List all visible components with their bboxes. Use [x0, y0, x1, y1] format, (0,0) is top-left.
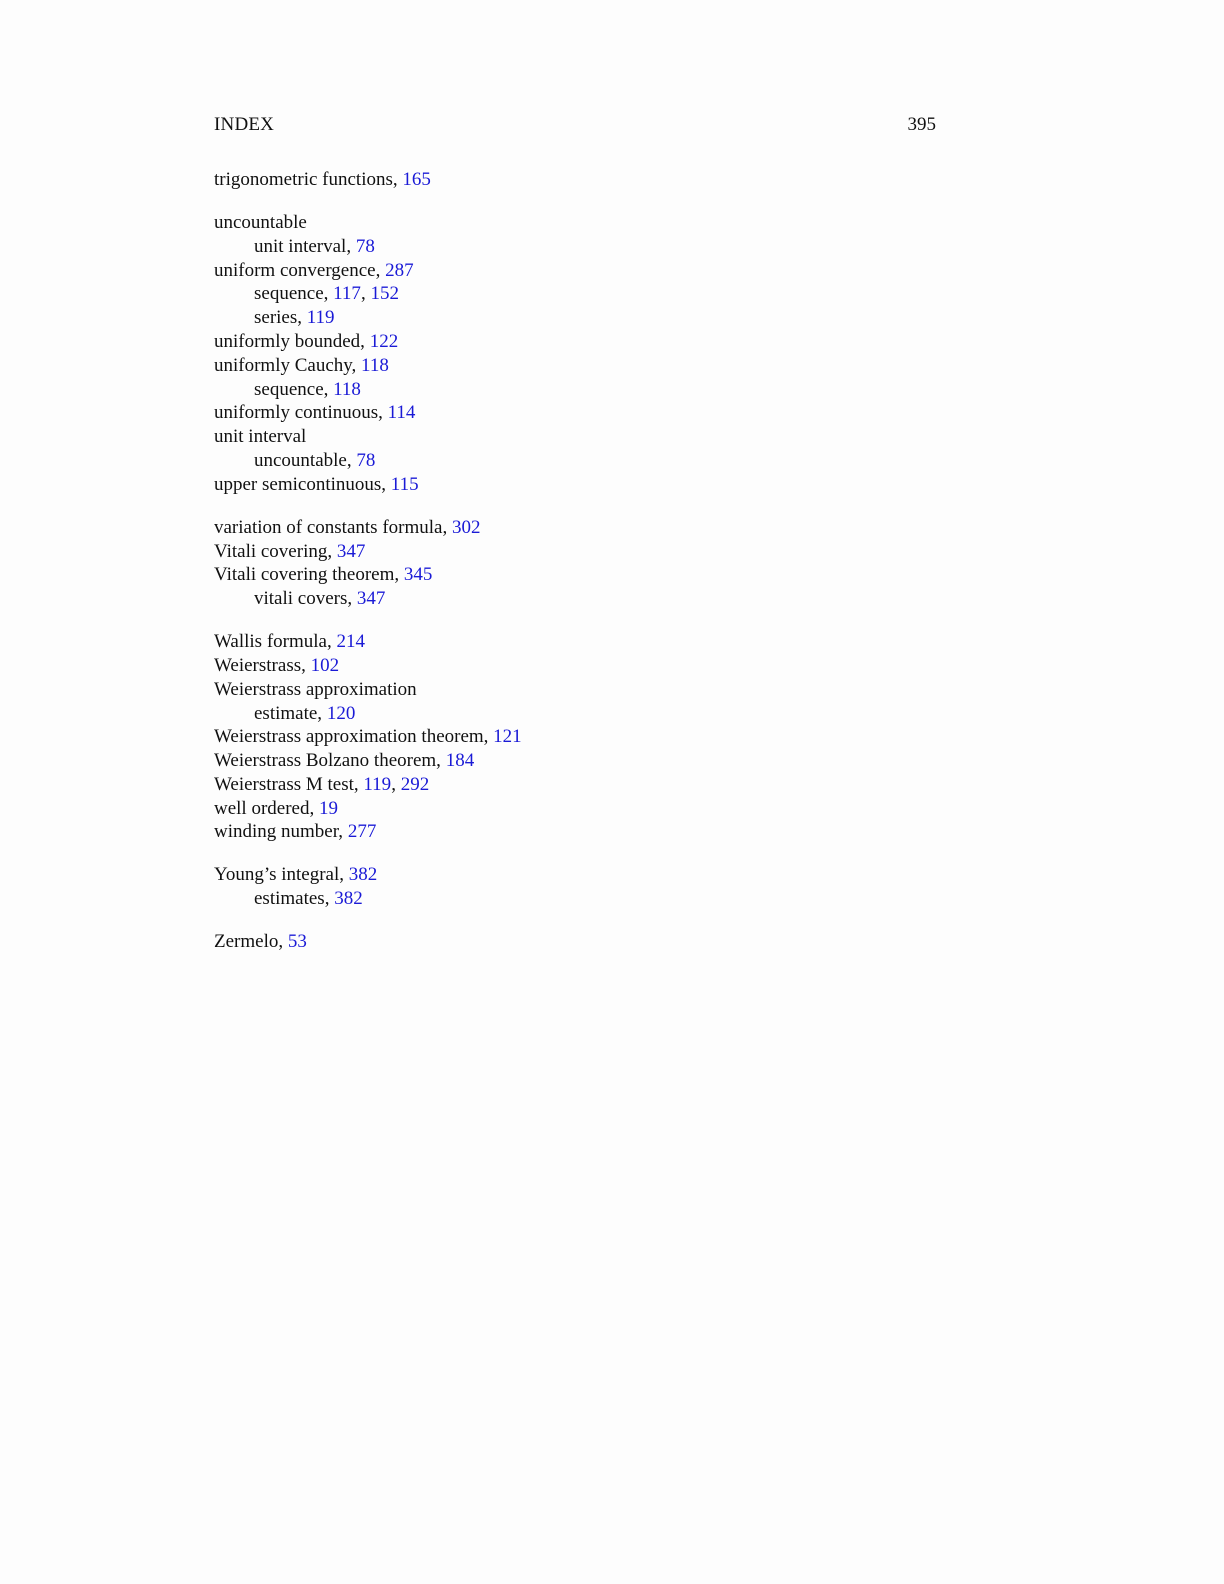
index-entry — [214, 516, 974, 540]
index-letter-group — [214, 516, 974, 611]
index-entry — [214, 725, 974, 749]
index-term: Wallis formula, — [214, 631, 337, 653]
page-reference-link[interactable]: 78 — [355, 235, 375, 257]
index-entry — [214, 401, 974, 425]
index-subentry — [214, 449, 974, 473]
page-reference-link[interactable]: 382 — [334, 888, 363, 910]
index-term: unit interval, — [254, 235, 356, 257]
index-subentry — [214, 702, 974, 726]
page-number: 395 — [907, 114, 936, 135]
index-entry — [214, 863, 974, 887]
index-letter-group — [214, 168, 974, 192]
index-term: variation of constants formula, — [214, 516, 452, 538]
page-reference-link[interactable]: 117 — [333, 283, 361, 305]
index-term: uniformly Cauchy, — [214, 354, 362, 376]
index-term: trigonometric functions, — [214, 169, 403, 190]
index-term: Young’s integral, — [214, 864, 349, 886]
index-entry — [214, 211, 974, 235]
index-term: estimates, — [254, 888, 335, 910]
page-reference-link[interactable]: 382 — [348, 864, 378, 886]
index-term: estimate, — [254, 702, 327, 724]
page-reference-link[interactable]: 78 — [356, 449, 376, 471]
page-reference-link[interactable]: 114 — [387, 402, 416, 424]
index-entry — [214, 330, 974, 354]
page-reference-link[interactable]: 347 — [356, 588, 386, 610]
index-entry — [214, 930, 974, 954]
page-reference-link[interactable]: 165 — [402, 169, 431, 190]
index-letter-group — [214, 630, 974, 844]
index-entry — [214, 259, 974, 283]
page-reference-link[interactable]: 19 — [318, 797, 338, 819]
page-reference-link[interactable]: 119 — [363, 773, 392, 795]
index-term: uniform convergence, — [214, 259, 386, 281]
page-reference-link[interactable]: 152 — [370, 283, 399, 305]
index-list — [214, 168, 974, 954]
index-entry — [214, 540, 974, 564]
index-entry — [214, 654, 974, 678]
page-ref-separator: , — [360, 283, 371, 305]
index-term: series, — [254, 307, 307, 329]
page-reference-link[interactable]: 302 — [451, 516, 481, 538]
page-reference-link[interactable]: 118 — [361, 354, 389, 376]
index-term: uniformly bounded, — [214, 330, 370, 352]
index-term: sequence, — [254, 283, 334, 305]
index-term: uniformly continuous, — [214, 402, 388, 424]
index-term: uncountable, — [254, 449, 357, 471]
index-letter-group — [214, 930, 974, 954]
page-reference-link[interactable]: 214 — [336, 631, 365, 653]
index-term: Weierstrass, — [214, 654, 311, 676]
index-entry — [214, 820, 974, 844]
page-reference-link[interactable]: 345 — [403, 564, 433, 586]
index-entry — [214, 630, 974, 654]
index-entry — [214, 425, 974, 449]
index-entry — [214, 773, 974, 797]
index-term: unit interval — [214, 426, 307, 448]
index-term: uncountable — [214, 211, 307, 233]
page-reference-link[interactable]: 119 — [306, 307, 335, 329]
index-entry — [214, 563, 974, 587]
index-entry — [214, 354, 974, 378]
index-term: Zermelo, — [214, 931, 288, 953]
index-subentry — [214, 887, 974, 911]
index-entry — [214, 168, 974, 192]
page-reference-link[interactable]: 287 — [385, 259, 414, 281]
page-reference-link[interactable]: 120 — [326, 702, 356, 724]
index-term: Weierstrass M test, — [214, 773, 364, 795]
running-head — [214, 112, 936, 138]
page-reference-link[interactable]: 118 — [333, 378, 361, 400]
index-subentry — [214, 587, 974, 611]
index-letter-group — [214, 863, 974, 911]
index-term: vitali covers, — [254, 588, 357, 610]
index-subentry — [214, 235, 974, 259]
page-reference-link[interactable]: 277 — [347, 821, 377, 843]
index-term: upper semicontinuous, — [214, 473, 391, 495]
page-reference-link[interactable]: 292 — [400, 773, 430, 795]
index-term: well ordered, — [214, 797, 319, 819]
index-entry — [214, 473, 974, 497]
index-term: sequence, — [254, 378, 334, 400]
running-head-title: INDEX — [214, 114, 275, 135]
index-subentry — [214, 378, 974, 402]
index-entry — [214, 749, 974, 773]
index-entry — [214, 678, 974, 702]
page-reference-link[interactable]: 347 — [336, 540, 366, 562]
index-subentry — [214, 282, 974, 306]
index-entry — [214, 797, 974, 821]
index-subentry — [214, 306, 974, 330]
index-letter-group — [214, 211, 974, 497]
page-reference-link[interactable]: 53 — [287, 931, 307, 953]
page-reference-link[interactable]: 121 — [493, 726, 522, 748]
page-reference-link[interactable]: 122 — [369, 330, 399, 352]
page-reference-link[interactable]: 102 — [310, 654, 340, 676]
index-term: Weierstrass approximation theorem, — [214, 726, 494, 748]
page-ref-separator: , — [391, 773, 401, 795]
index-term: Weierstrass Bolzano theorem, — [214, 750, 446, 772]
page-reference-link[interactable]: 184 — [445, 750, 475, 772]
index-term: Vitali covering, — [214, 540, 337, 562]
index-term: Weierstrass approximation — [214, 678, 417, 700]
page-reference-link[interactable]: 115 — [390, 473, 419, 495]
index-term: winding number, — [214, 821, 348, 843]
index-term: Vitali covering theorem, — [214, 564, 404, 586]
